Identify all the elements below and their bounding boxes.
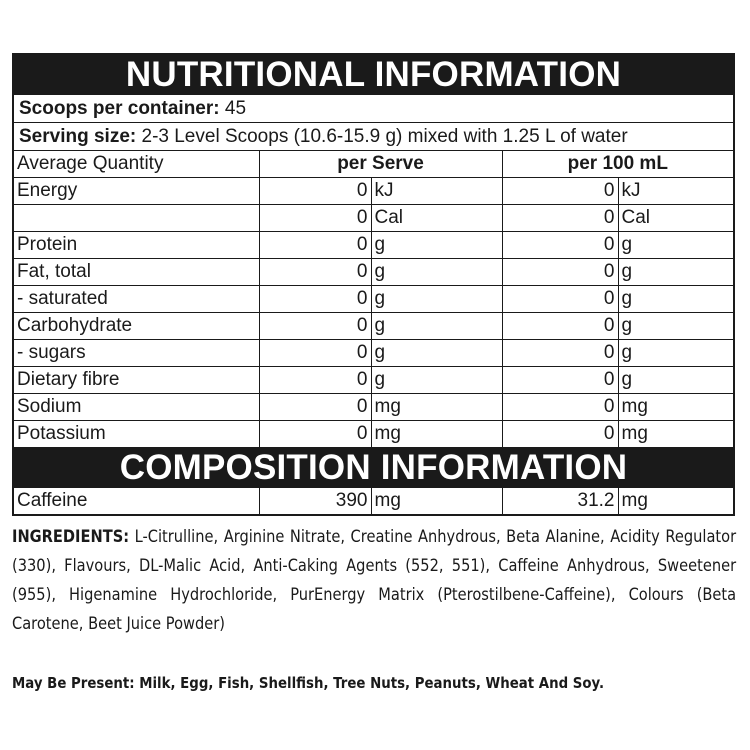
- per100-unit: g: [618, 232, 733, 259]
- per100-unit: kJ: [618, 178, 733, 205]
- serve-unit: g: [371, 340, 502, 367]
- table-row: [14, 340, 733, 367]
- serve-unit: Cal: [371, 205, 502, 232]
- serve-value: 0: [259, 178, 371, 205]
- serve-value: 0: [259, 259, 371, 286]
- row-label: Protein: [14, 232, 259, 259]
- per100-unit: g: [618, 367, 733, 394]
- row-label: [14, 205, 259, 232]
- serve-unit: g: [371, 259, 502, 286]
- per100-unit: mg: [618, 394, 733, 421]
- table-row: [14, 313, 733, 340]
- serve-unit: g: [371, 232, 502, 259]
- per100-value: 0: [502, 259, 618, 286]
- per100-unit: g: [618, 340, 733, 367]
- scoops-value: 45: [224, 98, 247, 119]
- serving-value: 2-3 Level Scoops (10.6-15.9 g) mixed with 1.25 L of water: [141, 126, 628, 147]
- serve-value: 390: [259, 488, 371, 514]
- serve-unit: mg: [371, 394, 502, 421]
- composition-title: COMPOSITION INFORMATION: [14, 447, 733, 488]
- ingredients-paragraph: [12, 523, 736, 639]
- per100-value: 0: [502, 313, 618, 340]
- per100-value: 31.2: [502, 488, 618, 514]
- table-row: [14, 367, 733, 394]
- col-header-per-serve: per Serve: [259, 151, 502, 178]
- composition-table: [14, 488, 733, 514]
- per100-unit: g: [618, 313, 733, 340]
- serve-value: 0: [259, 340, 371, 367]
- per100-value: 0: [502, 178, 618, 205]
- per100-unit: Cal: [618, 205, 733, 232]
- row-label: Potassium: [14, 421, 259, 448]
- row-label: Carbohydrate: [14, 313, 259, 340]
- table-row: [14, 488, 733, 514]
- per100-value: 0: [502, 421, 618, 448]
- row-label: Sodium: [14, 394, 259, 421]
- serve-value: 0: [259, 313, 371, 340]
- per100-unit: mg: [618, 488, 733, 514]
- serve-unit: g: [371, 367, 502, 394]
- table-row: [14, 394, 733, 421]
- nutrition-panel: [12, 53, 735, 516]
- serve-unit: kJ: [371, 178, 502, 205]
- serve-value: 0: [259, 421, 371, 448]
- serve-unit: g: [371, 286, 502, 313]
- serve-value: 0: [259, 286, 371, 313]
- per100-unit: mg: [618, 421, 733, 448]
- nutrition-table: [14, 151, 733, 447]
- per100-unit: g: [618, 286, 733, 313]
- allergen-statement: May Be Present: Milk, Egg, Fish, Shellfish, Tree Nuts, Peanuts, Wheat And Soy.: [12, 674, 605, 692]
- serving-label: Serving size:: [19, 126, 137, 147]
- per100-value: 0: [502, 367, 618, 394]
- nutrition-title: NUTRITIONAL INFORMATION: [14, 55, 733, 95]
- row-label: Fat, total: [14, 259, 259, 286]
- row-label: - saturated: [14, 286, 259, 313]
- serve-value: 0: [259, 367, 371, 394]
- table-row: [14, 232, 733, 259]
- row-label: - sugars: [14, 340, 259, 367]
- per100-value: 0: [502, 286, 618, 313]
- row-label: Dietary fibre: [14, 367, 259, 394]
- serve-value: 0: [259, 232, 371, 259]
- serve-unit: mg: [371, 488, 502, 514]
- ingredients-text: L-Citrulline, Arginine Nitrate, Creatine Anhydrous, Beta Alanine, Acidity Regulator (330), Flavours, DL-Malic Acid, Anti-Caking Agents (552, 551), Caffeine Anhydrous, Sweetener (955), Higenamine Hydrochloride, PurEnergy Matrix (Pterostilbene-Caffeine), Colours (Beta Carotene, Beet Juice Powder): [12, 527, 737, 634]
- col-header-quantity: Average Quantity: [14, 151, 259, 178]
- per100-unit: g: [618, 259, 733, 286]
- table-header-row: [14, 151, 733, 178]
- per100-value: 0: [502, 232, 618, 259]
- serve-value: 0: [259, 394, 371, 421]
- table-row: [14, 286, 733, 313]
- row-label: Caffeine: [14, 488, 259, 514]
- scoops-label: Scoops per container:: [19, 98, 220, 119]
- scoops-row: [14, 95, 733, 123]
- table-row: [14, 205, 733, 232]
- table-row: [14, 259, 733, 286]
- serving-row: [14, 123, 733, 151]
- row-label: Energy: [14, 178, 259, 205]
- per100-value: 0: [502, 340, 618, 367]
- ingredients-label: INGREDIENTS:: [12, 527, 130, 547]
- per100-value: 0: [502, 205, 618, 232]
- table-row: [14, 421, 733, 448]
- serve-unit: mg: [371, 421, 502, 448]
- col-header-per-100ml: per 100 mL: [502, 151, 733, 178]
- serve-unit: g: [371, 313, 502, 340]
- table-row: [14, 178, 733, 205]
- per100-value: 0: [502, 394, 618, 421]
- serve-value: 0: [259, 205, 371, 232]
